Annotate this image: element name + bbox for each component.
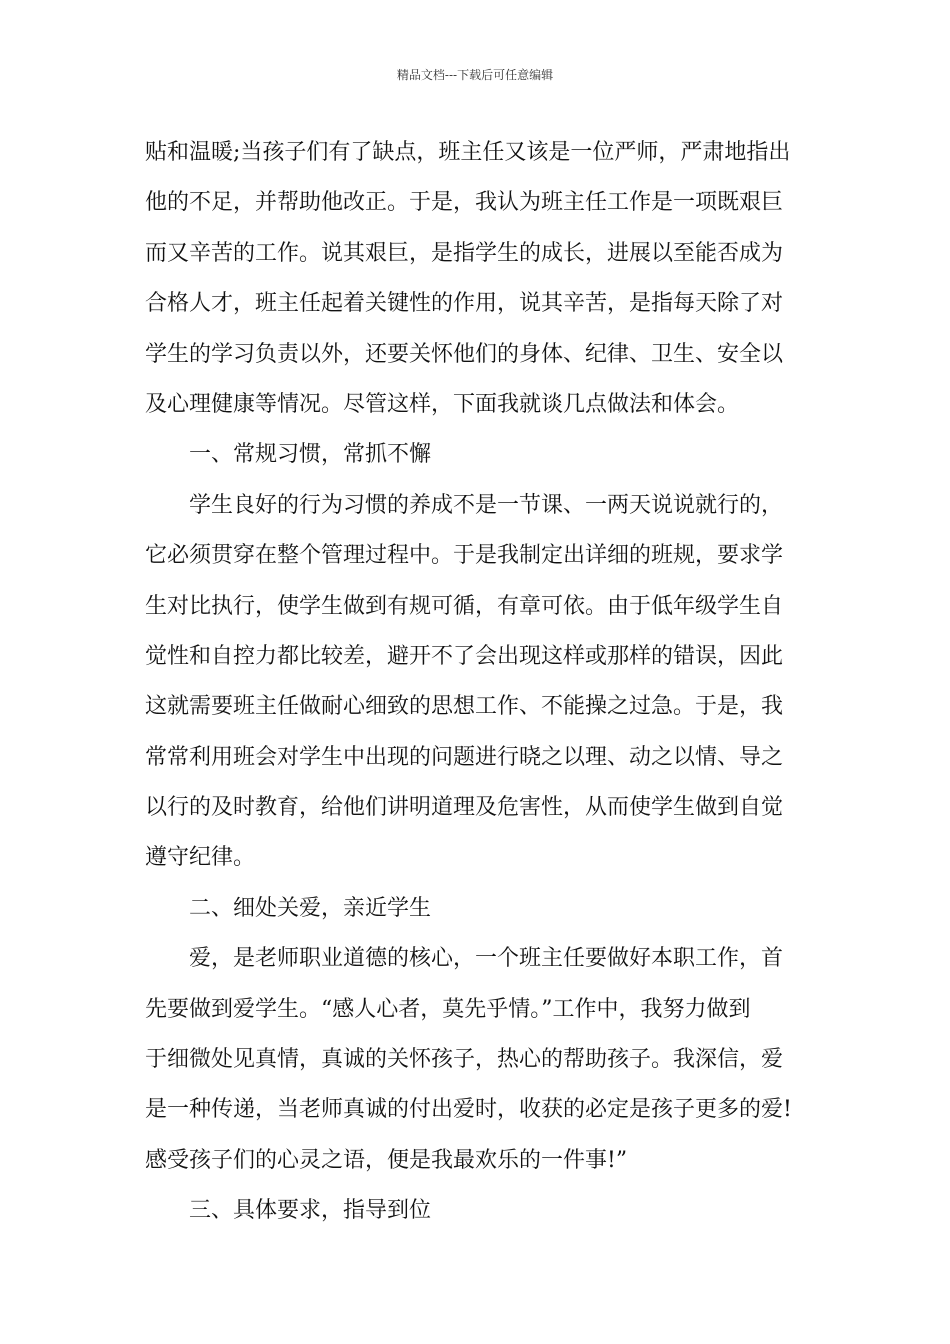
section-heading-2: 二、细处关爱，亲近学生 xyxy=(189,895,432,921)
text-line: 是一种传递，当老师真诚的付出爱时，收获的必定是孩子更多的爱! xyxy=(145,1097,792,1123)
text-line: 于细微处见真情，真诚的关怀孩子，热心的帮助孩子。我深信，爱 xyxy=(145,1047,784,1073)
text-line: 遵守纪律。 xyxy=(145,845,256,871)
text-line: 贴和温暖;当孩子们有了缺点，班主任又该是一位严师，严肃地指出 xyxy=(145,140,791,165)
text-line: 爱，是老师职业道德的核心，一个班主任要做好本职工作，首 xyxy=(189,946,784,972)
text-line: 先要做到爱学生。“感人心者，莫先乎情。”工作中，我努力做到 xyxy=(145,996,751,1022)
text-line: 以行的及时教育，给他们讲明道理及危害性，从而使学生做到自觉 xyxy=(145,795,784,821)
document-body xyxy=(145,128,807,1237)
text-line: 及心理健康等情况。尽管这样，下面我就谈几点做法和体会。 xyxy=(145,391,740,417)
section-heading-3: 三、具体要求，指导到位 xyxy=(189,1198,432,1224)
text-line: 他的不足，并帮助他改正。于是，我认为班主任工作是一项既艰巨 xyxy=(145,190,784,216)
text-line: 合格人才，班主任起着关键性的作用，说其辛苦，是指每天除了对 xyxy=(145,291,784,317)
text-line: 而又辛苦的工作。说其艰巨，是指学生的成长，进展以至能否成为 xyxy=(145,240,784,266)
text-line: 感受孩子们的心灵之语，便是我最欢乐的一件事!” xyxy=(145,1147,628,1173)
page-header: 精品文档---下载后可任意编辑 xyxy=(396,68,554,82)
text-line: 学生良好的行为习惯的养成不是一节课、一两天说说就行的， xyxy=(189,492,784,518)
text-line: 常常利用班会对学生中出现的问题进行晓之以理、动之以情、导之 xyxy=(145,744,784,770)
text-line: 生对比执行，使学生做到有规可循，有章可依。由于低年级学生自 xyxy=(145,593,784,619)
text-line: 学生的学习负责以外，还要关怀他们的身体、纪律、卫生、安全以 xyxy=(145,341,784,367)
section-heading-1: 一、常规习惯，常抓不懈 xyxy=(189,442,432,468)
text-line: 这就需要班主任做耐心细致的思想工作、不能操之过急。于是，我 xyxy=(145,694,784,720)
text-line: 它必须贯穿在整个管理过程中。于是我制定出详细的班规，要求学 xyxy=(145,543,784,569)
text-line: 觉性和自控力都比较差，避开不了会出现这样或那样的错误，因此 xyxy=(145,643,784,669)
